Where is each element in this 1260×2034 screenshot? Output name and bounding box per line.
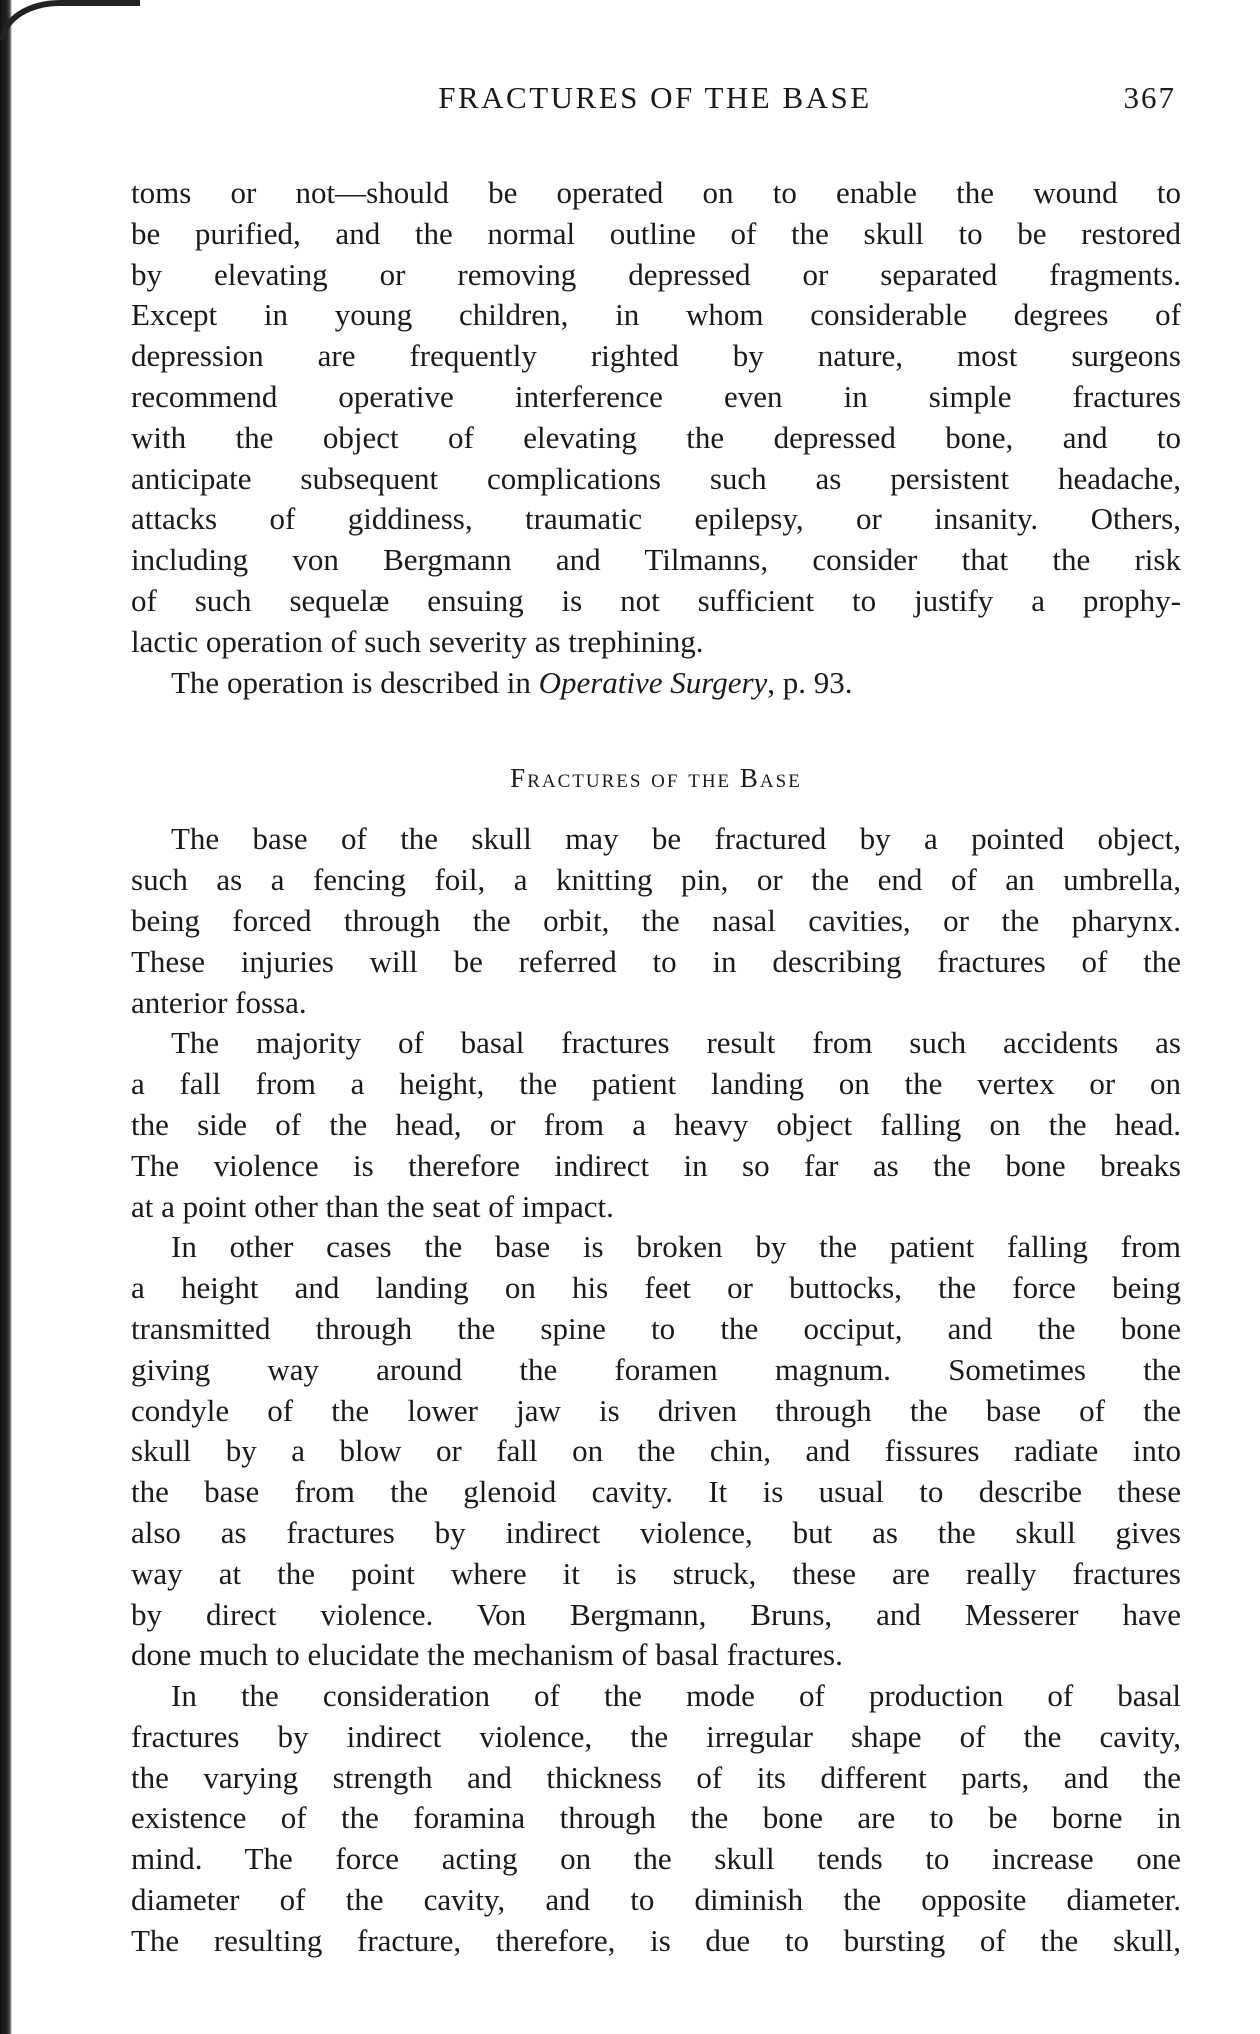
text-line: diameter of the cavity, and to diminish the opposite diameter. (131, 1882, 1181, 1918)
text-line: by elevating or removing depressed or separated fragments. (131, 256, 1181, 292)
reference-line (131, 663, 1181, 704)
text-line: attacks of giddiness, traumatic epilepsy, or insanity. Others, (131, 501, 1181, 537)
text-line: fractures by indirect violence, the irregular shape of the cavity, (131, 1718, 1181, 1754)
text-line: existence of the foramina through the bone are to be borne in (131, 1800, 1181, 1836)
binding-edge (0, 0, 12, 2034)
text-line: condyle of the lower jaw is driven through the base of the (131, 1392, 1181, 1428)
reference-prefix: The operation is described in (171, 664, 539, 700)
text-line: Except in young children, in whom considerable degrees of (131, 297, 1181, 333)
text-line: mind. The force acting on the skull tends to increase one (131, 1841, 1181, 1877)
text-line: be purified, and the normal outline of the skull to be restored (131, 215, 1181, 251)
text-line: lactic operation of such severity as trephining. (131, 623, 704, 659)
text-line: transmitted through the spine to the occiput, and the bone (131, 1310, 1181, 1346)
text-line: depression are frequently righted by nature, most surgeons (131, 338, 1181, 374)
reference-suffix: , p. 93. (767, 664, 853, 700)
text-line: the side of the head, or from a heavy object falling on the head. (131, 1106, 1181, 1142)
text-line: done much to elucidate the mechanism of basal fractures. (131, 1637, 843, 1673)
text-line: The base of the skull may be fractured by a pointed object, (171, 821, 1181, 857)
section-heading: Fractures of the Base (510, 763, 802, 794)
page-number: 367 (1123, 80, 1176, 115)
text-line: anterior fossa. (131, 984, 307, 1020)
text-line: In other cases the base is broken by the patient falling from (171, 1229, 1181, 1265)
text-line: anticipate subsequent complications such as persistent headache, (131, 460, 1181, 496)
text-line: recommend operative interference even in simple fractures (131, 378, 1181, 414)
body-text (131, 173, 1181, 1962)
text-line: also as fractures by indirect violence, but as the skull gives (131, 1514, 1181, 1550)
text-line: a height and landing on his feet or buttocks, the force being (131, 1270, 1181, 1306)
text-line: giving way around the foramen magnum. Sometimes the (131, 1351, 1181, 1387)
paragraph (131, 173, 1181, 663)
text-line: skull by a blow or fall on the chin, and fissures radiate into (131, 1433, 1181, 1469)
text-line: way at the point where it is struck, these are really fractures (131, 1555, 1181, 1591)
paragraph (131, 663, 1181, 704)
text-line: These injuries will be referred to in describing fractures of the (131, 943, 1181, 979)
text-line: being forced through the orbit, the nasal cavities, or the pharynx. (131, 902, 1181, 938)
text-line: In the consideration of the mode of production of basal (171, 1678, 1181, 1714)
text-line: the base from the glenoid cavity. It is usual to describe these (131, 1474, 1181, 1510)
book-title: Operative Surgery (538, 664, 768, 700)
text-line: toms or not—should be operated on to enable the wound to (131, 175, 1181, 210)
text-line: such as a fencing foil, a knitting pin, or the end of an umbrella, (131, 862, 1181, 898)
text-line: of such sequelæ ensuing is not sufficient to justify a prophy- (131, 582, 1181, 618)
text-line: with the object of elevating the depressed bone, and to (131, 419, 1181, 455)
page-curl (0, 0, 140, 40)
text-line: including von Bergmann and Tilmanns, consider that the risk (131, 542, 1181, 578)
text-line: The majority of basal fractures result from such accidents as (171, 1025, 1181, 1061)
text-line: The violence is therefore indirect in so far as the bone breaks (131, 1147, 1181, 1183)
text-line: at a point other than the seat of impact. (131, 1188, 614, 1224)
text-line: the varying strength and thickness of its different parts, and the (131, 1759, 1181, 1795)
paragraph (131, 1023, 1181, 1227)
paragraph (131, 1676, 1181, 1962)
paragraph (131, 1227, 1181, 1676)
text-line: by direct violence. Von Bergmann, Bruns, and Messerer have (131, 1596, 1181, 1632)
text-line: The resulting fracture, therefore, is due to bursting of the skull, (131, 1922, 1181, 1958)
text-line: a fall from a height, the patient landing on the vertex or on (131, 1066, 1181, 1102)
paragraph (131, 819, 1181, 1023)
running-head (130, 80, 1180, 130)
running-title: FRACTURES OF THE BASE (438, 80, 872, 115)
